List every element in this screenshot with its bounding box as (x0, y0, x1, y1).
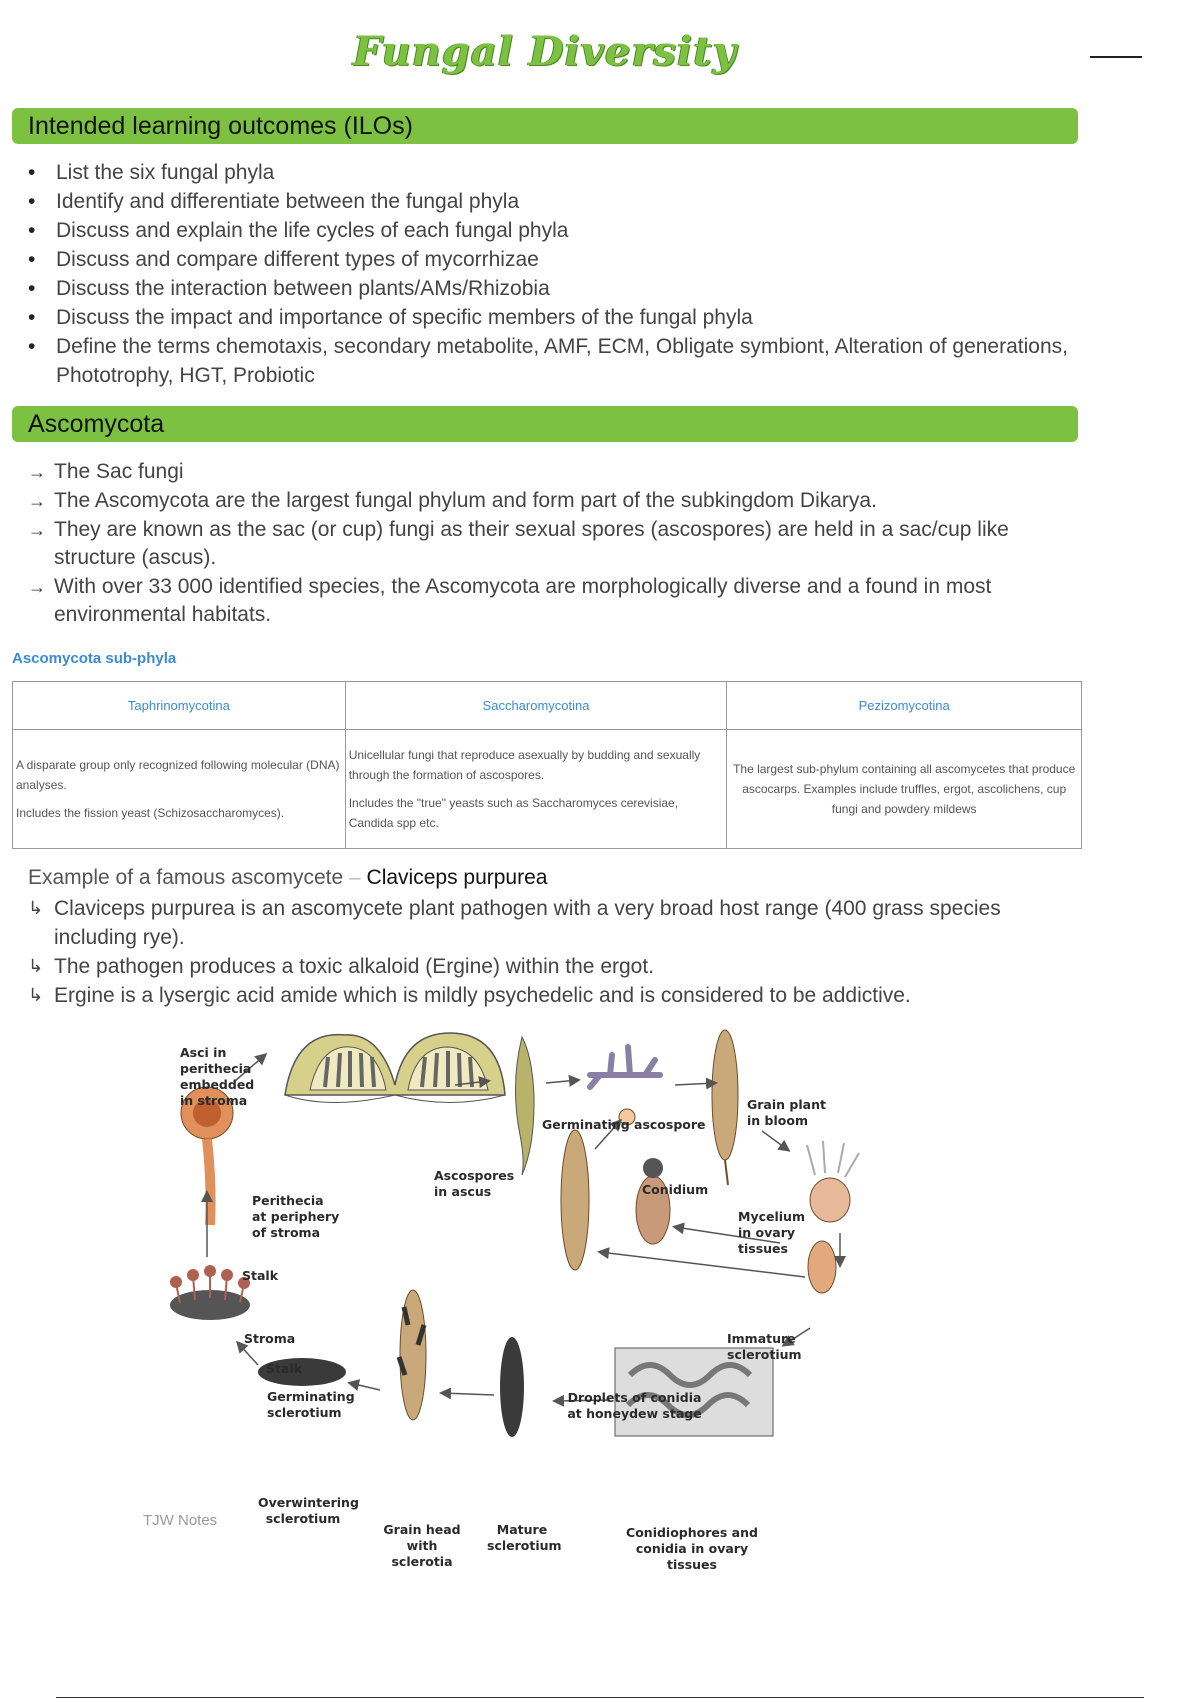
label-conidium: Conidium (642, 1182, 709, 1197)
example-prefix: Example of a famous ascomycete (28, 866, 344, 889)
label-grain-head: Grain head with sclerotia (383, 1522, 461, 1569)
ilo-item: • Discuss the impact and importance of specific members of the fungal phyla (28, 303, 1068, 332)
claviceps-life-cycle-diagram (150, 1025, 950, 1580)
perithecia-section-illustration (285, 1033, 505, 1103)
label-ascospores: Ascospores in ascus (434, 1168, 515, 1199)
example-dash: – (349, 866, 361, 889)
ilo-list (28, 158, 1068, 390)
label-germinating-ascospore: Germinating ascospore (542, 1117, 706, 1132)
table-header: Pezizomycotina (727, 682, 1082, 730)
label-asci: Asci in perithecia embedded in stroma (180, 1045, 255, 1108)
ascomycota-point: → With over 33 000 identified species, the Ascomycota are morphologically diverse and a found in most environmental habitats. (28, 573, 1068, 629)
page-title: Fungal Diversity (353, 28, 737, 75)
label-conidiophores: Conidiophores and conidia in ovary tissues (626, 1525, 758, 1572)
ascus-illustration (515, 1037, 534, 1175)
table-cell (345, 730, 727, 849)
subphyla-table (12, 681, 1082, 849)
ilo-heading: Intended learning outcomes (ILOs) (12, 108, 1078, 144)
label-grain-bloom: Grain plant in bloom (747, 1097, 826, 1128)
ilo-item: • Discuss the interaction between plants/AMs/Rhizobia (28, 274, 1068, 303)
ascomycota-point: → The Ascomycota are the largest fungal phylum and form part of the subkingdom Dikarya. (28, 487, 1068, 515)
subphyla-heading: Ascomycota sub-phyla (12, 650, 177, 667)
label-stroma: Stroma (244, 1331, 296, 1346)
label-mycelium: Mycelium in ovary tissues (738, 1209, 805, 1256)
ascomycota-point: → They are known as the sac (or cup) fungi as their sexual spores (ascospores) are held in a sac/cup like structure (ascus). (28, 516, 1068, 572)
label-stalk-2: Stalk (266, 1361, 303, 1376)
example-point: ↳ The pathogen produces a toxic alkaloid (Ergine) within the ergot. (28, 952, 1068, 981)
ilo-item: • Define the terms chemotaxis, secondary metabolite, AMF, ECM, Obligate symbiont, Alteration of generations, Phototrophy, HGT, Probiotic (28, 332, 1068, 390)
infected-flower-illustration (807, 1141, 859, 1222)
mature-sclerotium-illustration (500, 1337, 524, 1437)
germinating-sclerotium-illustration (170, 1265, 250, 1320)
ascomycota-heading: Ascomycota (12, 406, 1078, 442)
cell-text: Includes the "true" yeasts such as Saccharomyces cerevisiae, Candida spp etc. (348, 796, 679, 830)
label-perithecia: Perithecia at periphery of stroma (252, 1193, 340, 1240)
label-droplets: Droplets of conidia at honeydew stage (567, 1390, 702, 1421)
label-stalk: Stalk (242, 1268, 279, 1283)
table-header: Saccharomycotina (345, 682, 727, 730)
ascomycota-point: → The Sac fungi (28, 458, 1068, 486)
watermark: TJW Notes (143, 1512, 218, 1529)
cell-text: A disparate group only recognized following molecular (DNA) analyses. (16, 758, 340, 792)
example-species: Claviceps purpurea (366, 866, 548, 889)
label-immature-sclerotium: Immature sclerotium (727, 1331, 802, 1362)
grain-bloom-illustration (712, 1030, 738, 1185)
table-cell (13, 730, 346, 849)
table-cell (727, 730, 1082, 849)
honeydew-ovary-illustration (636, 1158, 670, 1244)
ilo-item: • Identify and differentiate between the fungal phyla (28, 187, 1068, 216)
example-point: ↳ Claviceps purpurea is an ascomycete plant pathogen with a very broad host range (400 grass species including rye). (28, 894, 1068, 952)
cell-text: The largest sub-phylum containing all ascomycetes that produce ascocarps. Examples include truffles, ergot, ascolichens, cup fungi and powdery mildews (733, 762, 1076, 816)
ascomycota-points (28, 458, 1068, 630)
top-rule (1090, 56, 1142, 58)
immature-sclerotium-illustration (808, 1241, 836, 1293)
ilo-item: • Discuss and explain the life cycles of each fungal phyla (28, 216, 1068, 245)
grain-head-sclerotia-illustration (399, 1290, 426, 1420)
label-overwintering: Overwintering sclerotium (258, 1495, 359, 1526)
bottom-rule (56, 1697, 1144, 1698)
ilo-item: • List the six fungal phyla (28, 158, 1068, 187)
example-points (28, 894, 1068, 1010)
example-point: ↳ Ergine is a lysergic acid amide which is mildly psychedelic and is considered to be addictive. (28, 981, 1068, 1010)
ilo-item: • Discuss and compare different types of mycorrhizae (28, 245, 1068, 274)
example-title (28, 866, 547, 890)
table-header: Taphrinomycotina (13, 682, 346, 730)
label-germinating-sclerotium: Germinating sclerotium (267, 1389, 355, 1420)
grain-head-illustration (561, 1130, 589, 1270)
label-mature-sclerotium: Mature sclerotium (487, 1522, 562, 1553)
cell-text: Unicellular fungi that reproduce asexually by budding and sexually through the formation of ascospores. (348, 748, 701, 782)
cell-text: Includes the fission yeast (Schizosaccharomyces). (16, 806, 285, 820)
germinating-ascospore-illustration (590, 1047, 660, 1087)
